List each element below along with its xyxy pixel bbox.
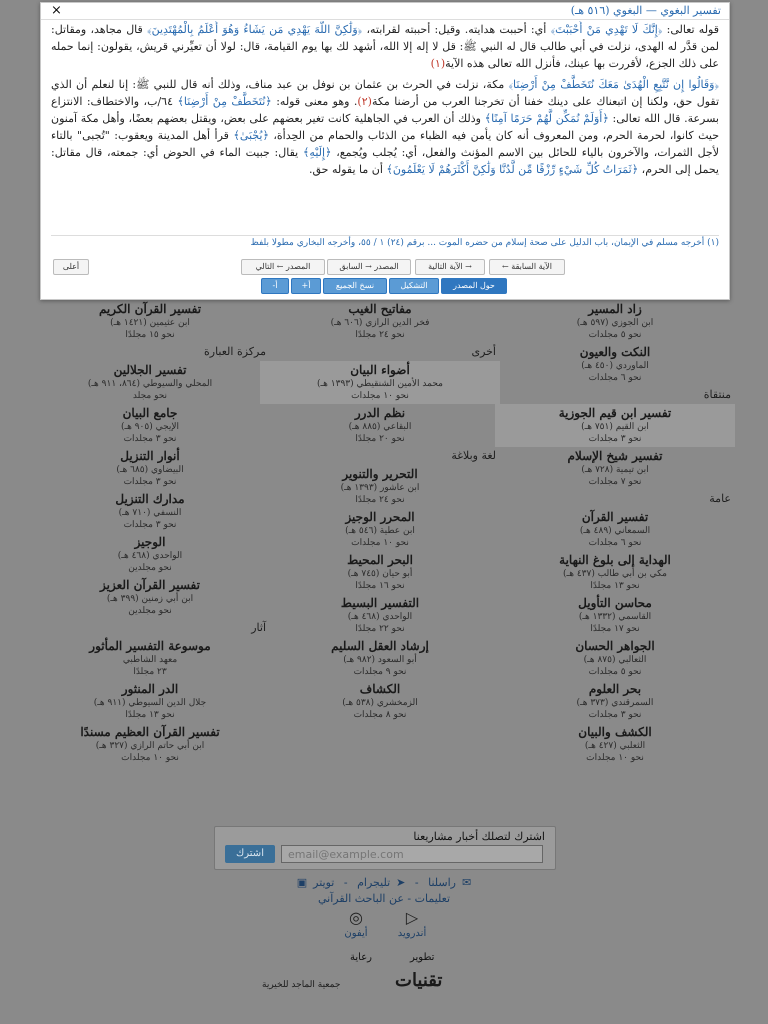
book-volumes: نحو مجلدين [128,606,172,616]
developer-logo[interactable]: تقنيات [395,970,443,991]
book-author: ابن الجوزي (٥٩٧ هـ) [576,318,654,328]
book-card[interactable] [30,404,270,447]
tafsir-modal [40,2,730,300]
book-card[interactable] [495,594,735,637]
next-verse-button[interactable]: الآية التالية → [415,259,485,275]
android-app-link[interactable] [382,908,442,939]
book-author: ابن عثيمين (١٤٢١ هـ) [110,318,190,328]
development-label: تطوير [410,952,435,963]
category-label: منتقاة [703,388,731,401]
book-author: الواحدي (٤٦٨ هـ) [117,551,183,561]
top-button[interactable]: أعلى [53,259,89,275]
book-title: تفسير القرآن الكريم [98,302,202,316]
book-author: القاسمي (١٣٣٢ هـ) [578,612,652,622]
book-title: الجواهر الحسان [575,639,655,653]
book-card[interactable] [260,680,500,723]
paragraph-1: قوله تعالى: ﴿إِنَّكَ لَا تَهْدِي مَنْ أَحْبَبْتَ﴾ أي: أحببت هدايته. وقيل: أحببته لقرابته، ﴿وَلَٰكِنَّ اللَّهَ يَهْدِي مَن يَشَاءُ وَهُوَ أَعْلَمُ بِالْمُهْتَدِينَ﴾ قال مجاهد، ومقاتل: لمن قدَّر له الهدى، نزلت في أبي طالب قال له النبي ﷺ: قل لا إله إلا الله، أشهد لك بها يوم القيامة، قال: لولا أن تعيِّرني قريش، يقولون: إنما حمله على ذلك الجزع، لأقررت بها عينك، فأنزل الله تعالى هذه الآية(١) [51,23,719,70]
book-volumes: نحو ٨ مجلدات [353,710,407,720]
verse-quote[interactable]: ﴿إِلَيْهِ﴾ [302,146,332,159]
book-card[interactable] [495,343,735,386]
subscribe-button[interactable]: اشترك [225,845,275,863]
book-card[interactable] [260,404,500,447]
book-title: الهداية إلى بلوغ النهاية [559,553,671,567]
book-title: الكشف والبيان [578,725,652,739]
library-column-middle [260,300,500,723]
book-card[interactable] [260,300,500,343]
book-volumes: نحو ٥ مجلدات [588,330,642,340]
book-author: الزمخشري (٥٣٨ هـ) [342,698,418,708]
book-volumes: نحو ١٥ مجلدًا [125,330,175,340]
ios-label: أيفون [344,928,368,939]
book-card[interactable] [30,723,270,766]
sponsorship-label: رعاية [350,952,372,963]
play-icon: ▷ [405,908,419,927]
book-card[interactable] [260,361,500,404]
font-decrease-button[interactable]: -أ [261,278,289,294]
verse-quote[interactable]: ﴿يُجْبَىٰ﴾ [233,129,269,142]
book-volumes: نحو ١٦ مجلدًا [355,581,405,591]
email-input[interactable] [281,845,543,863]
book-volumes: نحو ٦ مجلدات [588,538,642,548]
android-label: أندرويد [397,928,427,939]
apple-icon: ◎ [349,908,363,927]
book-author: الثعالبي (٨٧٥ هـ) [583,655,647,665]
book-card[interactable] [495,447,735,490]
ios-app-link[interactable] [326,908,386,939]
book-title: تفسير القرآن [581,510,649,524]
book-volumes: نحو مجلدين [128,563,172,573]
book-volumes: نحو ١٠ مجلدات [351,538,409,548]
book-title: التحرير والتنوير [342,467,418,481]
category-label: آثار [251,621,266,634]
verse-quote[interactable]: ﴿إِنَّكَ لَا تَهْدِي مَنْ أَحْبَبْتَ﴾ [550,23,663,36]
copy-all-button[interactable]: نسخ الجميع [323,278,387,294]
book-title: نظم الدرر [354,406,406,420]
font-increase-button[interactable]: +أ [291,278,321,294]
twitter-icon: ▣ [296,876,308,889]
book-title: مدارك التنزيل [115,492,185,506]
book-card[interactable] [260,637,500,680]
twitter-link[interactable]: تويتر [313,876,335,889]
book-volumes: نحو ٢٤ مجلدًا [355,495,405,505]
book-author: جلال الدين السيوطي (٩١١ هـ) [93,698,207,708]
book-volumes: نحو ١٣ مجلدًا [125,710,175,720]
book-volumes: نحو ٥ مجلدات [588,667,642,677]
book-volumes: نحو ٢٢ مجلدًا [355,624,405,634]
book-title: النكت والعيون [579,345,651,359]
instructions-link[interactable]: تعليمات [414,892,451,905]
book-volumes: نحو ١٠ مجلدات [351,391,409,401]
next-source-button[interactable]: المصدر ← التالي [241,259,325,275]
book-author: السمعاني (٤٨٩ هـ) [579,526,651,536]
book-title: أنوار التنزيل [120,449,180,463]
category-label: أخرى [471,345,496,358]
book-card[interactable] [260,594,500,637]
book-title: تفسير شيخ الإسلام [567,449,663,463]
footnote-ref[interactable]: (١) [430,57,446,70]
book-author: النسفي (٧١٠ هـ) [118,508,182,518]
book-card[interactable] [30,576,270,619]
book-card[interactable] [495,637,735,680]
info-links: تعليمات - عن الباحث القرآني [317,892,451,905]
book-author: فخر الدين الرازي (٦٠٦ هـ) [330,318,430,328]
book-card[interactable] [30,300,270,343]
book-title: موسوعة التفسير المأثور [89,639,211,653]
about-source-button[interactable]: حول المصدر [441,278,507,294]
modal-title: تفسير البغوي — البغوي (٥١٦ هـ) [570,4,721,17]
book-volumes: نحو ٩ مجلدات [353,667,407,677]
book-author: ابن عاشور (١٣٩٣ هـ) [340,483,420,493]
book-author: ابن عطية (٥٤٦ هـ) [345,526,415,536]
prev-source-button[interactable]: المصدر → السابق [327,259,411,275]
book-card[interactable] [30,533,270,576]
paragraph-2: ﴿وَقَالُوا إِن نَّتَّبِعِ الْهُدَىٰ مَعَكَ نُتَخَطَّفْ مِنْ أَرْضِنَا﴾ مكة، نزلت في الحرث بن عثمان بن نوفل بن عبد مناف، وذلك أنه قال للنبي ﷺ: إنا لنعلم أن الذي تقول حق، ولكنا إن اتبعناك على دينك خفنا أن تخرجنا العرب من أرضنا مكة(٢). وهو معنى قوله: ﴿نُتَخَطَّفْ مِنْ أَرْضِنَا﴾ ٦٤/ب، والاختطاف: الانتزاع بسرعة. قال الله تعالى: ﴿أَوَلَمْ نُمَكِّن لَّهُمْ حَرَمًا آمِنًا﴾ وذلك أن العرب في الجاهلية كانت تغير بعضهم على بعض، ويقتل بعضهم بعضًا، وأهل مكة آمنون حيث كانوا، لحرمة الحرم، ومن المعروف أنه كان يأمن فيه الظباء من الذئاب والحمام من الحِدأة، ﴿يُجْبَىٰ﴾ قرأ أهل المدينة ويعقوب: "تُجبى" بالتاء لأجل الثمرات، والآخرون بالياء للحائل بين الاسم المؤنث والفعل، أي: يُجلب ويُجمع، ﴿إِلَيْهِ﴾ يقال: جبيت الماء في الحوض أي: جمعته، قال مقاتل: يحمل إلى الحرم، ﴿ثَمَرَاتُ كُلِّ شَيْءٍ رِّزْقًا مِّن لَّدُنَّا وَلَٰكِنَّ أَكْثَرَهُمْ لَا يَعْلَمُونَ﴾ أن ما يقوله حق. [51,78,719,176]
book-title: تفسير ابن قيم الجوزية [558,406,672,420]
book-volumes: نحو ٦ مجلدات [588,373,642,383]
modal-header [41,3,729,20]
library-column-left [30,300,270,766]
book-volumes: نحو ٢٠ مجلدًا [355,434,405,444]
book-title: البحر المحيط [347,553,413,567]
social-links: ✉راسلنا - ➤تليجرام - تويتر▣ [296,876,472,889]
book-volumes: نحو مجلد [132,391,168,401]
close-icon[interactable]: × [51,3,62,18]
book-title: تفسير القرآن العظيم مسندًا [80,725,220,739]
book-card[interactable] [495,300,735,343]
book-title: التفسير البسيط [340,596,420,610]
book-title: الكشاف [359,682,401,696]
book-card[interactable] [30,361,270,404]
verse-quote[interactable]: ﴿ثَمَرَاتُ كُلِّ شَيْءٍ رِّزْقًا مِّن لَّدُنَّا وَلَٰكِنَّ أَكْثَرَهُمْ لَا يَعْلَمُونَ﴾ [386,163,639,176]
book-volumes: نحو ٣ مجلدات [123,477,177,487]
book-card[interactable] [30,680,270,723]
verse-quote[interactable]: ﴿وَقَالُوا إِن نَّتَّبِعِ الْهُدَىٰ مَعَكَ نُتَخَطَّفْ مِنْ أَرْضِنَا﴾ [508,78,719,91]
book-volumes: نحو ١٧ مجلدًا [590,624,640,634]
book-author: مكي بن أبي طالب (٤٣٧ هـ) [563,569,667,579]
book-volumes: نحو ٣ مجلدات [588,434,642,444]
telegram-link[interactable]: تليجرام [357,876,391,889]
prev-verse-button[interactable]: ← الآية السابقة [489,259,565,275]
book-volumes: نحو ٢٤ مجلدًا [355,330,405,340]
book-card[interactable] [495,723,735,766]
book-card[interactable] [495,680,735,723]
telegram-icon: ➤ [396,876,406,889]
book-author: ابن أبي زمنين (٣٩٩ هـ) [106,594,194,604]
book-volumes: نحو ٧ مجلدات [588,477,642,487]
book-card[interactable] [260,551,500,594]
book-volumes: نحو ٣ مجلدات [123,434,177,444]
diacritics-button[interactable]: التشكيل [389,278,439,294]
book-author: أبو السعود (٩٨٢ هـ) [343,655,417,665]
book-title: الوجيز [134,535,166,549]
library-column-right [495,300,735,766]
book-author: ابن القيم (٧٥١ هـ) [581,422,649,432]
book-author: الإيجي (٩٠٥ هـ) [120,422,180,432]
book-author: البقاعي (٨٨٥ هـ) [348,422,412,432]
book-card[interactable] [30,490,270,533]
category-label: لغة وبلاغة [451,449,496,462]
book-card[interactable] [30,447,270,490]
category-label: مركزة العبارة [204,345,266,358]
book-title: تفسير القرآن العزيز [100,578,200,592]
book-author: البيضاوي (٦٨٥ هـ) [116,465,184,475]
book-author: الواحدي (٤٦٨ هـ) [347,612,413,622]
book-title: بحر العلوم [588,682,642,696]
book-card[interactable] [260,465,500,508]
mail-icon: ✉ [462,876,472,889]
category-label: عامة [709,492,731,505]
tafsir-text [51,21,719,229]
book-title: محاسن التأويل [578,596,652,610]
book-volumes: نحو ٣ مجلدات [588,710,642,720]
book-volumes: ٢٣ مجلدًا [133,667,167,677]
book-volumes: نحو ١٠ مجلدات [121,753,179,763]
modal-nav [51,259,719,275]
book-author: الماوردي (٤٥٠ هـ) [581,361,649,371]
book-title: الدر المنثور [121,682,179,696]
book-card[interactable] [495,404,735,447]
book-card[interactable] [495,508,735,551]
newsletter-box [214,826,556,870]
book-title: إرشاد العقل السليم [331,639,429,653]
book-title: تفسير الجلالين [113,363,187,377]
book-author: المحلي والسيوطي (٨٦٤، ٩١١ هـ) [87,379,213,389]
book-author: محمد الأمين الشنقيطي (١٣٩٣ هـ) [317,379,443,389]
footnote-ref[interactable]: (٢) [357,95,372,108]
book-author: ابن تيمية (٧٢٨ هـ) [581,465,649,475]
footnote-text: (١) أخرجه مسلم في الإيمان، باب الدليل على صحة إسلام من حضره الموت ... برقم (٢٤) ١ / ٥٥، وأخرجه البخاري مطولا بلفظ [51,235,719,250]
book-title: مفاتيح الغيب [348,302,412,316]
verse-quote[interactable]: ﴿أَوَلَمْ نُمَكِّن لَّهُمْ حَرَمًا آمِنًا﴾ [484,112,609,125]
book-author: أبو حيان (٧٤٥ هـ) [347,569,413,579]
book-author: الثعلبي (٤٢٧ هـ) [584,741,646,751]
verse-quote[interactable]: ﴿نُتَخَطَّفْ مِنْ أَرْضِنَا﴾ [177,95,272,108]
book-author: السمرقندي (٣٧٣ هـ) [576,698,654,708]
book-card[interactable] [260,508,500,551]
book-volumes: نحو ١٣ مجلدًا [590,581,640,591]
book-volumes: نحو ٣ مجلدات [123,520,177,530]
book-title: جامع البيان [122,406,178,420]
book-title: المحرر الوجيز [345,510,415,524]
book-card[interactable] [495,551,735,594]
newsletter-title: اشترك لتصلك أخبار مشاريعنا [413,830,545,843]
book-author: ابن أبي حاتم الرازي (٣٢٧ هـ) [95,741,205,751]
book-volumes: نحو ١٠ مجلدات [586,753,644,763]
contact-link[interactable]: راسلنا [428,876,456,889]
verse-quote[interactable]: ﴿وَلَٰكِنَّ اللَّهَ يَهْدِي مَن يَشَاءُ وَهُوَ أَعْلَمُ بِالْمُهْتَدِينَ﴾ [147,23,363,36]
about-link[interactable]: عن الباحث القرآني [317,892,404,905]
book-card[interactable] [30,637,270,680]
sponsor-logo[interactable]: جمعية الماجد للخيرية [262,980,341,990]
book-author: معهد الشاطبي [122,655,178,665]
book-title: أضواء البيان [350,363,410,377]
book-title: زاد المسير [588,302,642,316]
